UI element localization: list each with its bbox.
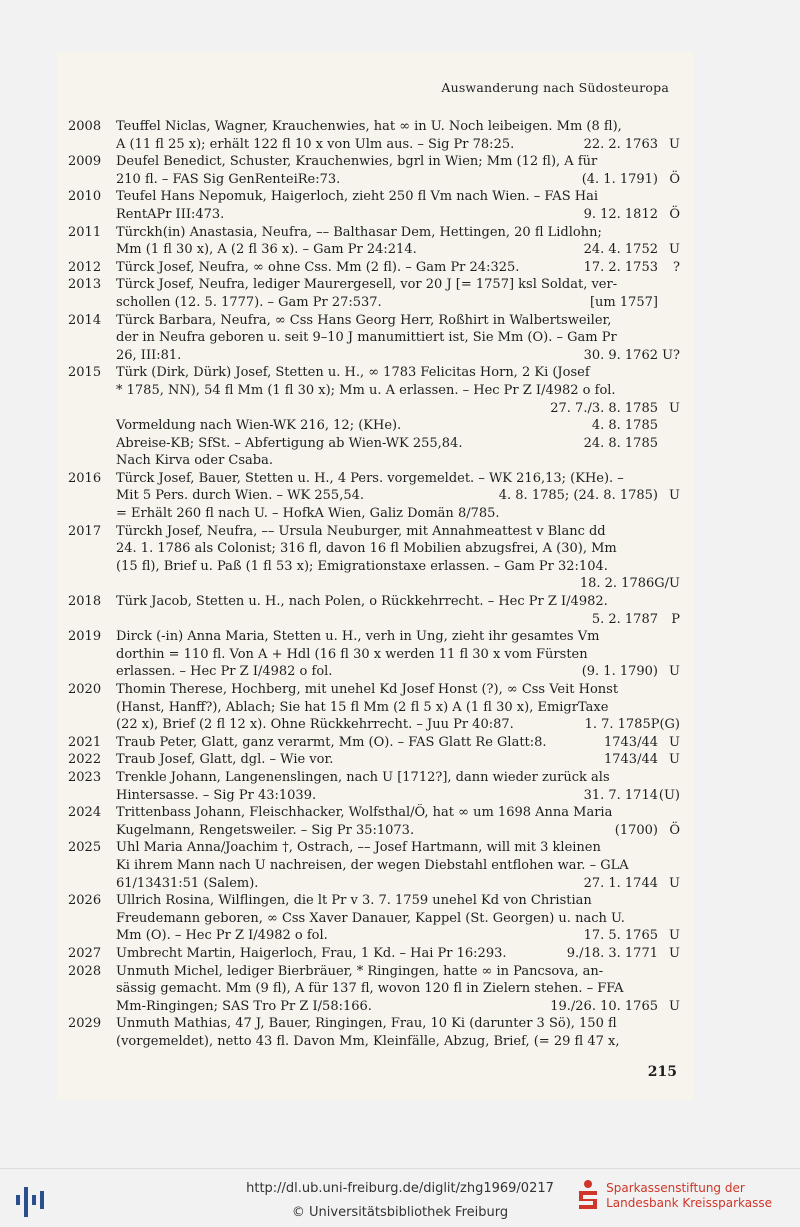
- entry-text: RentAPr III:473.: [116, 206, 225, 222]
- entry-line: [116, 523, 680, 541]
- sparkasse-icon: [576, 1179, 600, 1213]
- entry-row: [68, 769, 680, 804]
- entry-destination-mark: [658, 646, 680, 664]
- entry-number: 2012: [68, 259, 102, 275]
- entry-line: [116, 118, 680, 136]
- entry-destination-mark: U: [669, 945, 680, 961]
- entry-line: [116, 329, 680, 347]
- entry-row: [68, 523, 680, 593]
- entry-line: [116, 734, 680, 752]
- entry-line: [116, 611, 680, 629]
- entry-body: [116, 153, 680, 188]
- entry-number: 2018: [68, 594, 102, 610]
- entry-text: (Hanst, Hanff?), Ablach; Sie hat 15 fl Mm (2 fl 5 x) A (1 fl 30 x), EmigrTaxe: [116, 699, 609, 715]
- entry-text: Türck Barbara, Neufra, ∞ Css Hans Georg Herr, Roßhirt in Walbertsweiler,: [116, 312, 612, 328]
- entry-body: [116, 945, 680, 963]
- entry-date: 27. 1. 1744: [583, 875, 658, 891]
- entry-date: 27. 7./3. 8. 1785: [550, 400, 658, 416]
- entry-row: [68, 224, 680, 259]
- entry-text: (22 x), Brief (2 fl 12 x). Ohne Rückkehrrecht. – Juu Pr 40:87.: [116, 717, 514, 733]
- entry-number: 2022: [68, 752, 102, 768]
- entry-destination-mark: Ö: [669, 171, 680, 187]
- entry-date: (1700): [614, 822, 658, 838]
- entry-body: [116, 804, 680, 839]
- running-header: Auswanderung nach Südosteuropa: [441, 80, 669, 95]
- entry-row: [68, 470, 680, 523]
- entry-line: [116, 628, 680, 646]
- entry-row: [68, 259, 680, 277]
- entry-destination-mark: [658, 628, 680, 646]
- entry-text: (vorgemeldet), netto 43 fl. Davon Mm, Kleinfälle, Abzug, Brief, (= 29 fl 47 x,: [116, 1033, 620, 1049]
- entry-text: Umbrecht Martin, Haigerloch, Frau, 1 Kd. – Hai Pr 16:293.: [116, 945, 507, 961]
- entry-line: [116, 347, 680, 365]
- scanned-page: [58, 52, 693, 1100]
- entry-row: [68, 734, 680, 752]
- entry-destination-mark: [658, 470, 680, 488]
- entry-body: [116, 963, 680, 1016]
- entry-destination-mark: [658, 804, 680, 822]
- entry-text: Kugelmann, Rengetsweiler. – Sig Pr 35:1073.: [116, 822, 415, 838]
- entry-destination-mark: U: [669, 488, 680, 504]
- entry-line: [116, 945, 680, 963]
- entry-row: [68, 276, 680, 311]
- entry-text: dorthin = 110 fl. Von A + Hdl (16 fl 30 x werden 11 fl 30 x vom Fürsten: [116, 646, 588, 662]
- entry-row: [68, 681, 680, 734]
- entry-number: 2010: [68, 189, 102, 205]
- entry-number: 2028: [68, 963, 102, 979]
- entry-body: [116, 276, 680, 311]
- entry-text: 24. 1. 1786 als Colonist; 316 fl, davon 16 fl Mobilien abzugsfrei, A (30), Mm: [116, 541, 617, 557]
- entry-line: [116, 927, 680, 945]
- entry-date: 4. 8. 1785; (24. 8. 1785): [498, 488, 658, 504]
- entry-text: [116, 575, 574, 593]
- entry-destination-mark: [658, 699, 680, 717]
- entry-date: 17. 5. 1765: [583, 928, 658, 944]
- entry-line: [116, 171, 680, 189]
- entry-text: Mm-Ringingen; SAS Tro Pr Z I/58:166.: [116, 998, 372, 1014]
- entry-text: Ullrich Rosina, Wilflingen, die lt Pr v 3. 7. 1759 unehel Kd von Christian: [116, 893, 592, 909]
- entry-date: (4. 1. 1791): [581, 171, 658, 187]
- entry-destination-mark: (U): [658, 787, 680, 803]
- entry-line: [116, 470, 680, 488]
- entry-row: [68, 945, 680, 963]
- entry-destination-mark: [658, 540, 680, 558]
- entry-line: [116, 699, 680, 717]
- entry-line: [116, 963, 680, 981]
- entry-line: [116, 312, 680, 330]
- entry-line: [116, 998, 680, 1016]
- entry-date: 1743/44: [603, 734, 658, 750]
- entry-destination-mark: [658, 452, 680, 470]
- entry-line: [116, 575, 680, 593]
- entry-line: [116, 769, 680, 787]
- entry-line: [116, 839, 680, 857]
- entry-text: Unmuth Mathias, 47 J, Bauer, Ringingen, Frau, 10 Ki (darunter 3 Sö), 150 fl: [116, 1016, 617, 1032]
- entry-number: 2017: [68, 523, 102, 539]
- entry-line: [116, 804, 680, 822]
- entry-number: 2013: [68, 277, 102, 293]
- entry-destination-mark: U: [669, 242, 680, 258]
- entry-destination-mark: [658, 224, 680, 242]
- entry-destination-mark: U?: [662, 347, 680, 363]
- entry-date: 31. 7. 1714: [583, 787, 658, 803]
- entry-destination-mark: Ö: [669, 822, 680, 838]
- entry-text: Unmuth Michel, lediger Bierbräuer, * Ringingen, hatte ∞ in Pancsova, an-: [116, 963, 604, 979]
- entry-body: [116, 769, 680, 804]
- entry-text: Uhl Maria Anna/Joachim †, Ostrach, –– Josef Hartmann, will mit 3 kleinen: [116, 840, 601, 856]
- entry-text: Türckh(in) Anastasia, Neufra, –– Balthasar Dem, Hettingen, 20 fl Lidlohn;: [116, 224, 602, 240]
- entry-destination-mark: [658, 593, 680, 611]
- entry-text: sässig gemacht. Mm (9 fl), A für 137 fl, wovon 120 fl in Zielern stehen. – FFA: [116, 981, 624, 997]
- sponsor-line-2: Landesbank Kreissparkasse: [606, 1196, 772, 1210]
- entry-text: (15 fl), Brief u. Paß (1 fl 53 x); Emigrationstaxe erlassen. – Gam Pr 32:104.: [116, 558, 608, 574]
- entry-number: 2011: [68, 224, 102, 240]
- entry-number: 2008: [68, 119, 102, 134]
- entry-text: der in Neufra geboren u. seit 9–10 J manumittiert ist, Sie Mm (O). – Gam Pr: [116, 330, 617, 346]
- entry-destination-mark: [658, 329, 680, 347]
- entry-line: [116, 875, 680, 893]
- entry-date: 18. 2. 1786: [579, 576, 655, 592]
- entry-date: (9. 1. 1790): [581, 664, 658, 680]
- entry-body: [116, 681, 680, 734]
- entry-line: [116, 980, 680, 998]
- permalink-url[interactable]: http://dl.ub.uni-freiburg.de/diglit/zhg1969/0217: [246, 1181, 554, 1196]
- entry-destination-mark: [658, 294, 680, 312]
- entry-destination-mark: ?: [673, 259, 680, 275]
- entry-destination-mark: [658, 892, 680, 910]
- entry-destination-mark: [658, 118, 680, 136]
- entry-date: 9./18. 3. 1771: [566, 945, 658, 961]
- entry-body: [116, 734, 680, 752]
- entry-text: Türk (Dirk, Dürk) Josef, Stetten u. H., ∞ 1783 Felicitas Horn, 2 Ki (Josef: [116, 365, 590, 381]
- entry-destination-mark: U: [669, 734, 680, 750]
- entry-destination-mark: P: [671, 611, 680, 627]
- entry-text: Abreise-KB; SfSt. – Abfertigung ab Wien-WK 255,84.: [116, 435, 463, 451]
- entry-text: Thomin Therese, Hochberg, mit unehel Kd Josef Honst (?), ∞ Css Veit Honst: [116, 682, 619, 697]
- entry-destination-mark: [658, 276, 680, 294]
- entry-line: [116, 646, 680, 664]
- entry-text: Nach Kirva oder Csaba.: [116, 453, 273, 469]
- entry-destination-mark: [658, 1015, 680, 1033]
- entry-row: [68, 804, 680, 839]
- entry-text: [116, 611, 586, 629]
- entry-date: 24. 8. 1785: [583, 435, 658, 451]
- entry-destination-mark: [658, 980, 680, 998]
- entry-body: [116, 1015, 680, 1050]
- entry-text: Türck Josef, Neufra, lediger Maurergesell, vor 20 J [= 1757] ksl Soldat, ver-: [116, 277, 618, 293]
- entry-line: [116, 241, 680, 259]
- entry-line: [116, 593, 680, 611]
- entry-text: schollen (12. 5. 1777). – Gam Pr 27:537.: [116, 294, 382, 310]
- entry-body: [116, 259, 680, 277]
- entry-date: 1. 7. 1785: [584, 717, 651, 733]
- entry-destination-mark: [658, 505, 680, 523]
- entry-row: [68, 153, 680, 188]
- entry-destination-mark: [658, 910, 680, 928]
- sponsor-line-1: Sparkassenstiftung der: [606, 1181, 745, 1195]
- entry-text: 26, III:81.: [116, 347, 182, 363]
- entry-row: [68, 628, 680, 681]
- entry-number: 2015: [68, 365, 102, 381]
- entry-number: 2021: [68, 734, 102, 750]
- entry-number: 2020: [68, 682, 102, 697]
- entry-text: Ki ihrem Mann nach U nachreisen, der wegen Diebstahl entflohen war. – GLA: [116, 857, 629, 873]
- entry-destination-mark: [658, 769, 680, 787]
- entry-body: [116, 470, 680, 523]
- entry-line: [116, 857, 680, 875]
- entry-destination-mark: [658, 839, 680, 857]
- entry-body: [116, 312, 680, 365]
- entry-line: [116, 224, 680, 242]
- copyright-notice: © Universitätsbibliothek Freiburg: [291, 1205, 509, 1220]
- entry-row: [68, 963, 680, 1016]
- entry-body: [116, 628, 680, 681]
- entry-text: Teufel Hans Nepomuk, Haigerloch, zieht 250 fl Vm nach Wien. – FAS Hai: [116, 189, 598, 205]
- page-number: 215: [647, 1064, 677, 1080]
- entry-row: [68, 751, 680, 769]
- entry-text: Traub Peter, Glatt, ganz verarmt, Mm (O). – FAS Glatt Re Glatt:8.: [116, 734, 547, 750]
- entry-body: [116, 523, 680, 593]
- entry-destination-mark: U: [669, 752, 680, 768]
- entry-row: [68, 118, 680, 153]
- entry-number: 2016: [68, 470, 102, 486]
- entry-number: 2024: [68, 805, 102, 821]
- entry-line: [116, 294, 680, 312]
- entry-row: [68, 593, 680, 628]
- entry-text: Mm (O). – Hec Pr Z I/4982 o fol.: [116, 928, 328, 944]
- entry-line: [116, 259, 680, 277]
- entry-line: [116, 417, 680, 435]
- viewer-footer: [0, 1168, 800, 1227]
- entry-text: Dirck (-in) Anna Maria, Stetten u. H., verh in Ung, zieht ihr gesamtes Vm: [116, 629, 600, 645]
- entry-date: 22. 2. 1763: [583, 136, 658, 152]
- entry-line: [116, 787, 680, 805]
- entry-line: [116, 663, 680, 681]
- entry-text: Türk Jacob, Stetten u. H., nach Polen, o Rückkehrrecht. – Hec Pr Z I/4982.: [116, 594, 608, 610]
- entry-number: 2025: [68, 840, 102, 856]
- entry-number: 2019: [68, 629, 102, 645]
- entry-destination-mark: [658, 312, 680, 330]
- entry-destination-mark: [658, 1033, 680, 1051]
- entry-date: 19./26. 10. 1765: [550, 998, 658, 1014]
- entry-text: Traub Josef, Glatt, dgl. – Wie vor.: [116, 752, 334, 768]
- entry-destination-mark: [658, 417, 680, 435]
- entry-text: Türck Josef, Bauer, Stetten u. H., 4 Pers. vorgemeldet. – WK 216,13; (KHe). –: [116, 470, 624, 486]
- entry-number: 2029: [68, 1016, 102, 1032]
- entry-date: 5. 2. 1787: [591, 611, 658, 627]
- entry-line: [116, 188, 680, 206]
- entry-line: [116, 206, 680, 224]
- entry-destination-mark: [658, 558, 680, 576]
- entry-destination-mark: U: [669, 664, 680, 680]
- entry-row: [68, 1015, 680, 1050]
- entry-line: [116, 382, 680, 400]
- entry-text: * 1785, NN), 54 fl Mm (1 fl 30 x); Mm u. A erlassen. – Hec Pr Z I/4982 o fol.: [116, 382, 616, 398]
- entry-destination-mark: U: [669, 400, 680, 416]
- entry-list: [68, 118, 680, 1050]
- entry-destination-mark: P(G): [650, 717, 680, 733]
- entry-text: Trenkle Johann, Langenenslingen, nach U [1712?], dann wieder zurück als: [116, 769, 610, 785]
- entry-line: [116, 1015, 680, 1033]
- entry-text: 61/13431:51 (Salem).: [116, 875, 259, 891]
- entry-text: 210 fl. – FAS Sig GenRenteiRe:73.: [116, 171, 341, 187]
- entry-line: [116, 364, 680, 382]
- entry-line: [116, 822, 680, 840]
- entry-text: = Erhält 260 fl nach U. – HofkA Wien, Galiz Domän 8/785.: [116, 506, 500, 522]
- entry-date: 9. 12. 1812: [583, 206, 658, 222]
- entry-destination-mark: Ö: [669, 206, 680, 222]
- entry-destination-mark: [658, 857, 680, 875]
- entry-text: Trittenbass Johann, Fleischhacker, Wolfsthal/Ö, hat ∞ um 1698 Anna Maria: [116, 805, 613, 821]
- entry-line: [116, 505, 680, 523]
- entry-text: Freudemann geboren, ∞ Css Xaver Danauer, Kappel (St. Georgen) u. nach U.: [116, 910, 625, 926]
- entry-body: [116, 839, 680, 892]
- entry-line: [116, 681, 680, 699]
- entry-text: Mit 5 Pers. durch Wien. – WK 255,54.: [116, 488, 365, 504]
- entry-number: 2027: [68, 945, 102, 961]
- entry-row: [68, 892, 680, 945]
- entry-text: Deufel Benedict, Schuster, Krauchenwies, bgrl in Wien; Mm (12 fl), A für: [116, 154, 598, 170]
- entry-body: [116, 224, 680, 259]
- entry-date: 17. 2. 1753: [583, 259, 658, 275]
- entry-line: [116, 276, 680, 294]
- entry-text: Hintersasse. – Sig Pr 43:1039.: [116, 787, 317, 803]
- entry-row: [68, 839, 680, 892]
- entry-destination-mark: U: [669, 136, 680, 152]
- entry-destination-mark: U: [669, 875, 680, 891]
- entry-body: [116, 892, 680, 945]
- entry-line: [116, 435, 680, 453]
- entry-line: [116, 716, 680, 734]
- entry-line: [116, 892, 680, 910]
- entry-row: [68, 312, 680, 365]
- entry-number: 2023: [68, 769, 102, 785]
- entry-text: Vormeldung nach Wien-WK 216, 12; (KHe).: [116, 418, 402, 434]
- entry-body: [116, 118, 680, 153]
- entry-body: [116, 593, 680, 628]
- entry-body: [116, 188, 680, 223]
- entry-body: [116, 751, 680, 769]
- entry-row: [68, 188, 680, 223]
- entry-destination-mark: [658, 153, 680, 171]
- entry-body: [116, 364, 680, 470]
- entry-row: [68, 364, 680, 470]
- entry-line: [116, 400, 680, 418]
- entry-number: 2009: [68, 154, 102, 170]
- entry-destination-mark: [658, 188, 680, 206]
- entry-date: 1743/44: [603, 752, 658, 768]
- entry-line: [116, 136, 680, 154]
- entry-date: [um 1757]: [589, 294, 658, 310]
- entry-date: 30. 9. 1762: [583, 347, 658, 363]
- entry-destination-mark: [658, 382, 680, 400]
- entry-line: [116, 153, 680, 171]
- sponsor-logo[interactable]: [576, 1179, 772, 1213]
- entry-number: 2026: [68, 893, 102, 909]
- entry-destination-mark: [658, 963, 680, 981]
- entry-line: [116, 540, 680, 558]
- entry-text: [116, 400, 544, 418]
- entry-date: 24. 4. 1752: [583, 242, 658, 258]
- entry-line: [116, 452, 680, 470]
- entry-text: erlassen. – Hec Pr Z I/4982 o fol.: [116, 664, 333, 680]
- entry-line: [116, 558, 680, 576]
- entry-destination-mark: [658, 523, 680, 541]
- entry-line: [116, 751, 680, 769]
- entry-line: [116, 487, 680, 505]
- entry-destination-mark: [658, 435, 680, 453]
- entry-text: Mm (1 fl 30 x), A (2 fl 36 x). – Gam Pr 24:214.: [116, 242, 417, 258]
- entry-destination-mark: U: [669, 998, 680, 1014]
- entry-number: 2014: [68, 312, 102, 328]
- entry-text: Türck Josef, Neufra, ∞ ohne Css. Mm (2 fl). – Gam Pr 24:325.: [116, 259, 520, 275]
- entry-destination-mark: G/U: [654, 576, 680, 592]
- entry-line: [116, 1033, 680, 1051]
- entry-destination-mark: [658, 681, 680, 699]
- entry-text: Teuffel Niclas, Wagner, Krauchenwies, hat ∞ in U. Noch leibeigen. Mm (8 fl),: [116, 119, 622, 134]
- entry-line: [116, 910, 680, 928]
- entry-date: 4. 8. 1785: [591, 418, 658, 434]
- entry-text: A (11 fl 25 x); erhält 122 fl 10 x von Ulm aus. – Sig Pr 78:25.: [116, 136, 515, 152]
- entry-destination-mark: [658, 364, 680, 382]
- entry-text: Türckh Josef, Neufra, –– Ursula Neuburger, mit Annahmeattest v Blanc dd: [116, 523, 606, 539]
- entry-destination-mark: U: [669, 928, 680, 944]
